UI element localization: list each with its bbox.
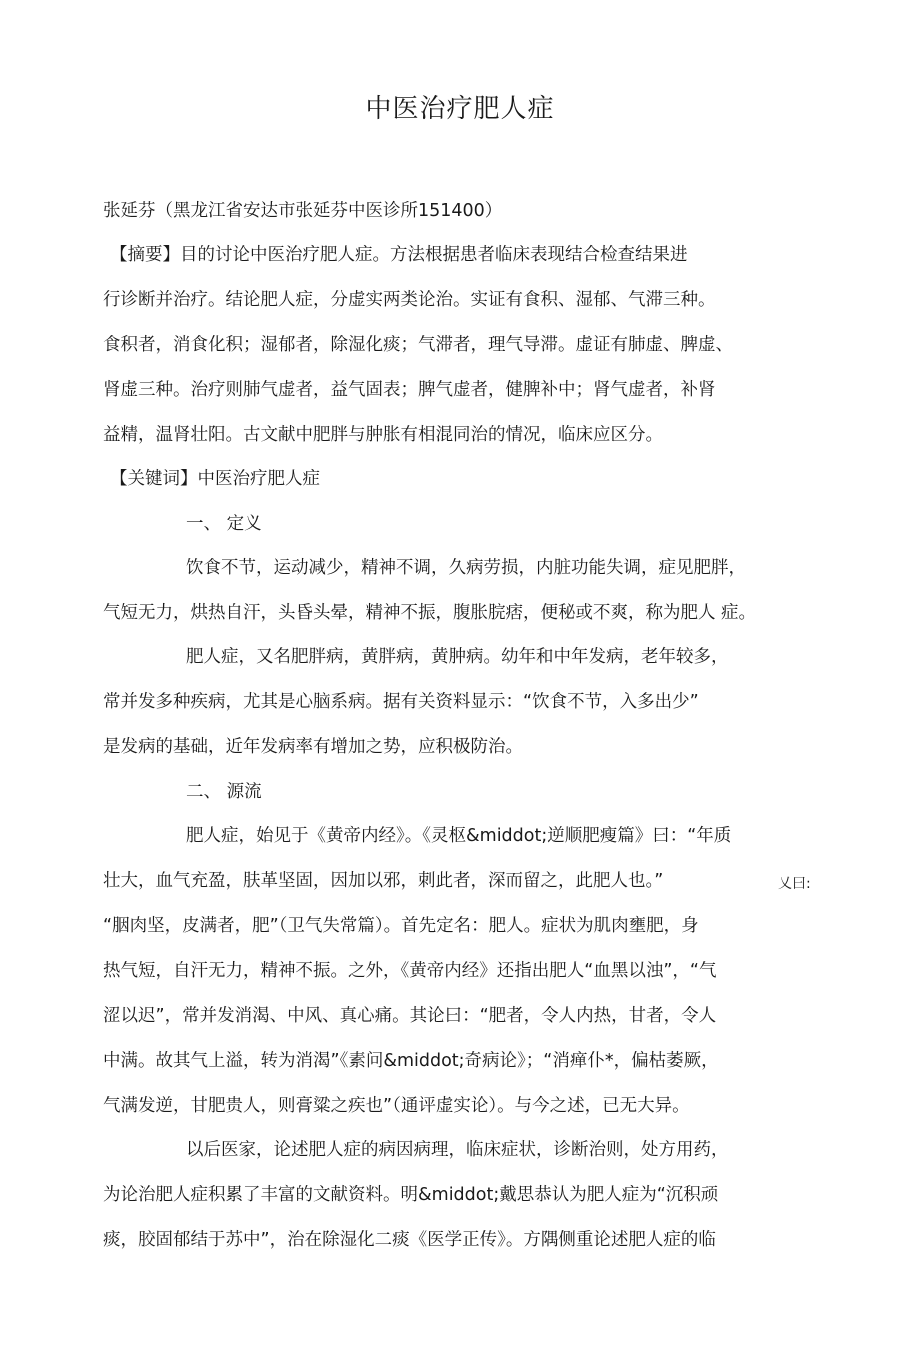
paragraph-line: 为论治肥人症积累了丰富的文献资料。明&middot;戴思恭认为肥人症为“沉积顽 [103,1185,719,1205]
paragraph-line: 涩以迟”，常并发消渴、中风、真心痛。其论曰：“肥者，令人内热，甘者，令人 [103,1006,717,1026]
paragraph-line: 是发病的基础，近年发病率有增加之势，应积极防治。 [103,737,523,757]
paragraph-line: “胭肉坚，皮满者，肥”（卫气失常篇）。首先定名：肥人。症状为肌肉壅肥，身 [103,916,699,936]
abstract-line: 行诊断并治疗。结论肥人症，分虚实两类论治。实证有食积、湿郁、气滞三种。 [103,290,716,310]
paragraph-line: 饮食不节，运动减少，精神不调，久病劳损，内脏功能失调，症见肥胖， [186,558,746,578]
section-heading-definition: 一、 定义 [186,514,262,534]
paragraph-line: 痰，胶固郁结于苏中”，治在除湿化二痰《医学正传》。方隅侧重论述肥人症的临 [103,1230,716,1250]
document-title: 中医治疗肥人症 [365,94,555,124]
paragraph-line: 热气短，自汗无力，精神不振。之外，《黄帝内经》还指出肥人“血黑以浊”，“气 [103,961,717,981]
aside-note: 乂曰: [778,876,811,892]
paragraph-line: 肥人症，又名肥胖病，黄胖病，黄肿病。幼年和中年发病，老年较多， [186,647,729,667]
paragraph-line: 气满发逆，甘肥贵人，则膏粱之疾也”（通评虚实论）。与今之述，已无大异。 [103,1096,690,1116]
author-line: 张延芬（黑龙江省安达市张延芬中医诊所151400） [103,201,503,221]
abstract-line: 【摘要】目的讨论中医治疗肥人症。方法根据患者临床表现结合检查结果进 [110,245,688,265]
section-heading-origin: 二、 源流 [186,782,262,802]
keywords-line: 【关键词】中医治疗肥人症 [110,469,320,489]
paragraph-line: 肥人症，始见于《黄帝内经》。《灵枢&middot;逆顺肥瘦篇》曰：“年质 [186,826,732,846]
abstract-line: 食积者，消食化积；湿郁者，除湿化痰；气滞者，理气导滞。虚证有肺虚、脾虚、 [103,335,733,355]
abstract-line: 益精，温肾壮阳。古文献中肥胖与肿胀有相混同治的情况，临床应区分。 [103,425,663,445]
paragraph-line: 气短无力，烘热自汗，头昏头晕，精神不振，腹胀脘痞，便秘或不爽，称为肥人 症。 [103,603,757,623]
paragraph-line: 常并发多种疾病，尤其是心脑系病。据有关资料显示：“饮食不节，入多出少” [103,692,699,712]
paragraph-line: 壮大，血气充盈，肤革坚固，因加以邪，刺此者，深而留之，此肥人也。” [103,871,664,891]
paragraph-line: 中满。故其气上溢，转为消渴”《素问&middot;奇病论》；“消瘅仆*，偏枯萎厥， [103,1051,719,1071]
paragraph-line: 以后医家，论述肥人症的病因病理，临床症状，诊断治则，处方用药， [186,1140,729,1160]
abstract-line: 肾虚三种。治疗则肺气虚者，益气固表；脾气虚者，健脾补中；肾气虚者，补肾 [103,380,716,400]
